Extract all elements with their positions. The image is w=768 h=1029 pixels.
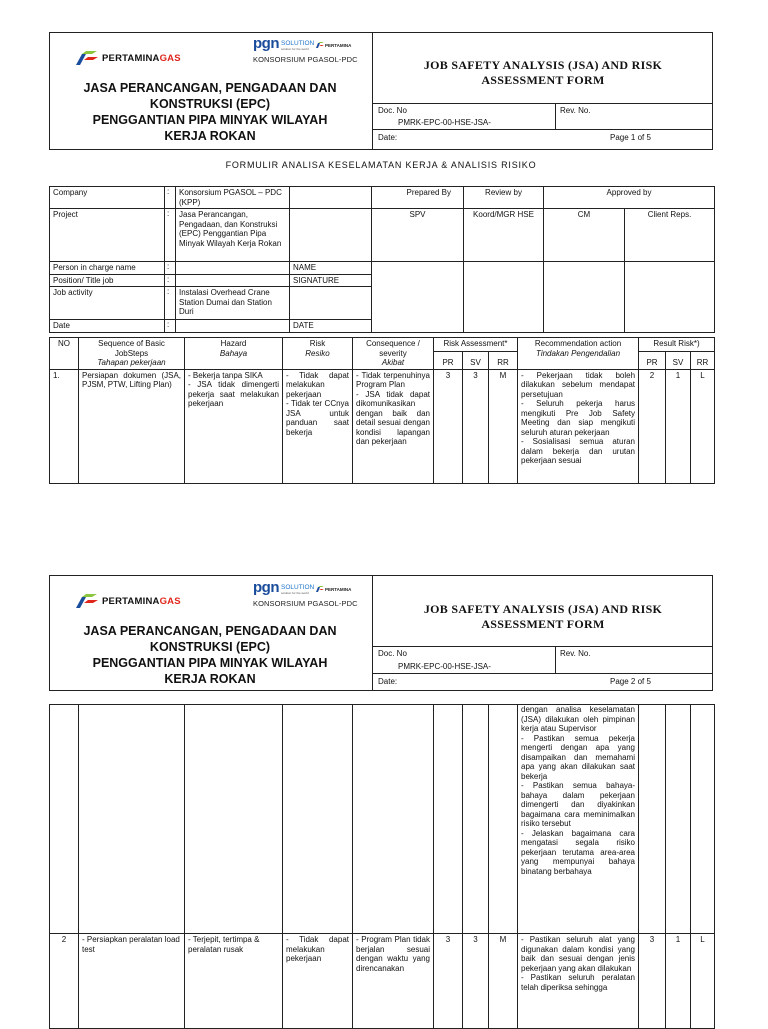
page-number: Page 2 of 5 [610,677,651,686]
row-sv: 3 [463,934,489,1029]
row-consequence: - Tidak terpenuhinya Program Plan - JSA tidak dapat dikomunikasikan dengan baik dan detail sesuai dengan kondisi lapangan dan pekerjaan [353,369,434,483]
table-row [50,934,715,1029]
row-res-rr [691,705,715,934]
col-result-risk-header: Result Risk*) [639,338,715,352]
header-line [372,673,713,674]
row-res-pr: 3 [639,934,666,1029]
project-title-line: PENGGANTIAN PIPA MINYAK WILAYAH [92,113,328,127]
col-sequence-header [79,338,185,370]
sv-header: SV [463,351,489,369]
jsa-table-page1 [49,337,715,484]
sequence-label-id: Tahapan pekerjaan [97,358,166,367]
header-line [372,129,713,130]
col-hazard-header [185,338,283,370]
res-sv-header: SV [666,351,691,369]
table-row [50,369,715,483]
prepared-by-header: Prepared By [372,187,464,209]
pertamina-logo-icon [76,594,98,608]
header-divider [372,32,373,150]
recommendation-label: Recommendation action [534,339,622,348]
row-res-rr: L [691,369,715,483]
row-consequence: - Program Plan tidak berjalan sesuai dengan waktu yang direncanakan [353,934,434,1029]
project-value: Jasa Perancangan, Pengadaan, dan Konstruksi (EPC) Penggantian Pipa Minyak Wilayah Kerja Rokan [176,209,290,262]
form-title-line: ASSESSMENT FORM [481,73,605,87]
row-pr: 3 [434,369,463,483]
row-sv: 3 [463,369,489,483]
activity-label: Job activity [50,287,165,320]
signature-label: SIGNATURE [290,274,372,287]
project-title-line: JASA PERANCANGAN, PENGADAAN DAN [83,81,337,95]
consequence-label-id: Akibat [381,358,405,367]
row-risk: - Tidak dapat melakukan pekerjaan - Tidak ter CCnya JSA untuk panduan saat bekerja [283,369,353,483]
date-row-label: Date [50,320,165,333]
row-consequence [353,705,434,934]
row-no [50,705,79,934]
pgn-solution-word: SOLUTION [281,584,315,591]
pgn-tagline: solution for the world [281,591,309,595]
project-title-line: KONSTRUKSI (EPC) [149,97,271,111]
pgn-logo [253,37,368,69]
row-step: Persiapan dokumen (JSA, PJSM, PTW, Lifting Plan) [79,369,185,483]
position-value [176,274,290,287]
colon: : [165,209,176,262]
rev-no-label: Rev. No. [560,649,591,658]
header-line [372,646,713,647]
gas-word: GAS [159,52,181,64]
col-consequence-header [353,338,434,370]
client-reps-cell: Client Reps. [625,209,715,262]
row-step: - Persiapkan peralatan load test [79,934,185,1029]
pgn-solution-word: SOLUTION [281,40,315,47]
colon: : [165,187,176,209]
pgn-tagline: solution for the world [281,47,309,51]
colon: : [165,320,176,333]
sign-cell [372,262,464,333]
row-no: 2 [50,934,79,1029]
colon: : [165,262,176,275]
row-res-sv: 1 [666,934,691,1029]
project-title [60,80,360,144]
approved-by-header: Approved by [544,187,715,209]
doc-no-label: Doc. No [378,649,407,658]
colon: : [165,287,176,320]
pertamina-word: PERTAMINA [102,595,160,607]
consortium-name: KONSORSIUM PGASOL-PDC [253,599,358,608]
spv-cell: SPV [372,209,464,262]
date-row-value [176,320,290,333]
pertamina-gas-logo [76,594,181,608]
pertamina-word: PERTAMINA [102,52,160,64]
form-title-line: JOB SAFETY ANALYSIS (JSA) AND RISK [423,602,663,616]
pertamina-logo-icon [76,51,98,65]
header-divider [555,646,556,673]
position-label: Position/ Title job [50,274,165,287]
res-pr-header: PR [639,351,666,369]
row-rr: M [489,369,518,483]
row-res-sv: 1 [666,369,691,483]
review-by-header: Review by [464,187,544,209]
row-recommendation: - Pastikan seluruh alat yang digunakan dalam kondisi yang baik dan sesuai dengan jenis pekerjaan yang akan dilakukan - Pastikan seluruh peralatan telah diperiksa sehingga [518,934,639,1029]
project-title-line: KERJA ROKAN [164,129,256,143]
cm-cell: CM [544,209,625,262]
risk-label-id: Resiko [305,348,330,358]
blank-cell [290,287,372,320]
project-title [60,623,360,687]
consequence-label: Consequence / severity [366,339,420,358]
project-title-line: PENGGANTIAN PIPA MINYAK WILAYAH [92,656,328,670]
col-recommendation-header [518,338,639,370]
person-value [176,262,290,275]
blank-cell [290,209,372,262]
pgn-pertamina-word: PERTAMINA [325,43,352,48]
col-risk-assessment-header: Risk Assessment* [434,338,518,352]
row-recommendation: - Pekerjaan tidak boleh dilakukan sebelum mendapat persetujuan - Seluruh pekerja harus mengikuti Pre Job Safety Meeting dan siap mengikuti seluruh aturan pekerjaan - Sosialisasi semua aturan dalam bekerja dan urutan pekerjaan sesuai [518,369,639,483]
doc-no-value: PMRK-EPC-00-HSE-JSA- [398,662,491,671]
header-line [372,103,713,104]
project-title-line: KONSTRUKSI (EPC) [149,640,271,654]
company-label: Company [50,187,165,209]
pgn-pertamina-word: PERTAMINA [325,587,352,592]
table-row [50,705,715,934]
blank-cell [290,187,372,209]
recommendation-label-id: Tindakan Pengendalian [536,348,621,358]
consortium-name: KONSORSIUM PGASOL-PDC [253,55,358,64]
form-title-line: JOB SAFETY ANALYSIS (JSA) AND RISK [423,58,663,72]
row-res-rr: L [691,934,715,1029]
pertamina-small-logo-icon [316,42,324,48]
row-recommendation: dengan analisa keselamatan (JSA) dilakukan oleh pimpinan kerja atau Supervisor - Pastikan semua pekerja mengerti dengan apa yang disampaikan dan memahami apa yang akan dilakukan saat bekerja - Pastikan semua bahaya-bahaya dalam pekerjaan dimengerti dan diyakinkan bagaimana cara meminimalkan risiko tersebut - Jelaskan bagaimana cara mengatasi segala risiko pekerjaan terutama area-area yang mempunyai bahaya binatang berbahaya [518,705,639,934]
row-pr: 3 [434,934,463,1029]
row-res-pr [639,705,666,934]
sign-cell [544,262,625,333]
date-label: Date: [378,133,398,142]
rr-header: RR [489,351,518,369]
row-rr [489,705,518,934]
rev-no-label: Rev. No. [560,106,591,115]
row-risk [283,705,353,934]
project-title-line: JASA PERANCANGAN, PENGADAAN DAN [83,624,337,638]
pertamina-gas-logo [76,51,181,65]
doc-no-label: Doc. No [378,106,407,115]
name-label: NAME [290,262,372,275]
row-res-sv [666,705,691,934]
form-subtitle: FORMULIR ANALISA KESELAMATAN KERJA & ANALISIS RISIKO [225,160,537,170]
row-hazard: - Bekerja tanpa SIKA - JSA tidak dimengerti pekerja saat melakukan pekerjaan [185,369,283,483]
hazard-label-id: Bahaya [219,348,248,358]
sign-cell [625,262,715,333]
col-no-header: NO [50,338,79,370]
row-rr: M [489,934,518,1029]
col-risk-header [283,338,353,370]
page-number: Page 1 of 5 [610,133,651,142]
form-title [380,602,706,632]
pr-header: PR [434,351,463,369]
row-sv [463,705,489,934]
row-pr [434,705,463,934]
risk-label: Risk [309,339,326,348]
hazard-label: Hazard [220,339,247,348]
company-value: Konsorsium PGASOL – PDC (KPP) [176,187,290,209]
row-res-pr: 2 [639,369,666,483]
header-divider [555,103,556,129]
date-sig-label: DATE [290,320,372,333]
form-title-line: ASSESSMENT FORM [481,617,605,631]
sequence-label: Sequence of Basic JobSteps [98,339,165,358]
jsa-table-page2 [49,704,715,1029]
colon: : [165,274,176,287]
row-hazard [185,705,283,934]
sign-cell [464,262,544,333]
pgn-word: pgn [253,579,279,596]
activity-value: Instalasi Overhead Crane Station Dumai dan Station Duri [176,287,290,320]
doc-no-value: PMRK-EPC-00-HSE-JSA- [398,118,491,127]
pgn-word: pgn [253,35,279,52]
project-title-line: KERJA ROKAN [164,672,256,686]
date-label: Date: [378,677,398,686]
gas-word: GAS [159,595,181,607]
row-no: 1. [50,369,79,483]
pertamina-small-logo-icon [316,586,324,592]
row-step [79,705,185,934]
res-rr-header: RR [691,351,715,369]
row-hazard: - Terjepit, tertimpa & peralatan rusak [185,934,283,1029]
koord-cell: Koord/MGR HSE [464,209,544,262]
person-label: Person in charge name [50,262,165,275]
project-label: Project [50,209,165,262]
pgn-logo [253,581,368,613]
form-title [380,58,706,88]
info-table [49,186,715,333]
row-risk: - Tidak dapat melakukan pekerjaan [283,934,353,1029]
